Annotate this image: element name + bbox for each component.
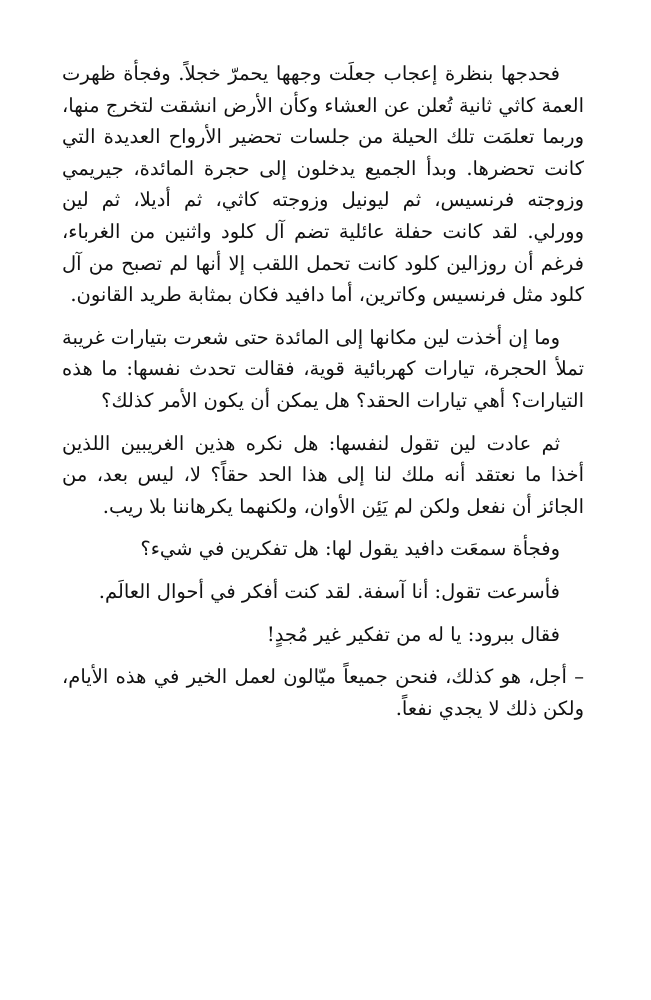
paragraph-5: فأسرعت تقول: أنا آسفة. لقد كنت أفكر في أحوال العالَم. — [98, 579, 560, 603]
paragraph-4: وفجأة سمعَت دافيد يقول لها: هل تفكرين في شيء؟ — [140, 537, 560, 561]
paragraph-2: وما إن أخذت لين مكانها إلى المائدة حتى شعرت بتيارات غريبة تملأ الحجرة، تيارات كهربائية قوية، فقالت تحدث نفسها: ما هذه التيارات؟ أهي تيارات الحقد؟ هل يمكن أن يكون الأمر كذلك؟ — [62, 325, 584, 412]
paragraph-7: – أجل، هو كذلك، فنحن جميعاً ميّالون لعمل الخير في هذه الأيام، ولكن ذلك لا يجدي نفعاً. — [62, 665, 584, 720]
document-page — [62, 58, 584, 735]
paragraph-6: فقال ببرود: يا له من تفكير غير مُجدٍ! — [266, 622, 560, 646]
paragraph-1: فحدجها بنظرة إعجاب جعلَت وجهها يحمرّ خجلاً. وفجأة ظهرت العمة كاثي ثانية تُعلن عن العشاء وكأن الأرض انشقت لتخرج منها، وربما تعلمَت تلك الحيلة من جلسات تحضير الأرواح العديدة التي كانت تحضرها. وبدأ الجميع يدخلون إلى حجرة المائدة، جيريمي وزوجته فرنسيس، ثم ليونيل وزوجته كاثي، ثم أديلا، ثم لين وورلي. لقد كانت حفلة عائلية تضم آل كلود واثنين من الغرباء، فرغم أن روزالين كلود كانت تحمل اللقب إلا أنها لم تصبح من آل كلود مثل فرنسيس وكاترين، أما دافيد فكان بمثابة طريد القانون. — [62, 62, 584, 307]
paragraph-3: ثم عادت لين تقول لنفسها: هل نكره هذين الغريبين اللذين أخذا ما نعتقد أنه ملك لنا إلى هذا الحد حقاً؟ لا، ليس بعد، من الجائز أن نفعل ولكن لم يَئِن الأوان، ولكنهما يكرهاننا بلا ريب. — [62, 431, 584, 518]
